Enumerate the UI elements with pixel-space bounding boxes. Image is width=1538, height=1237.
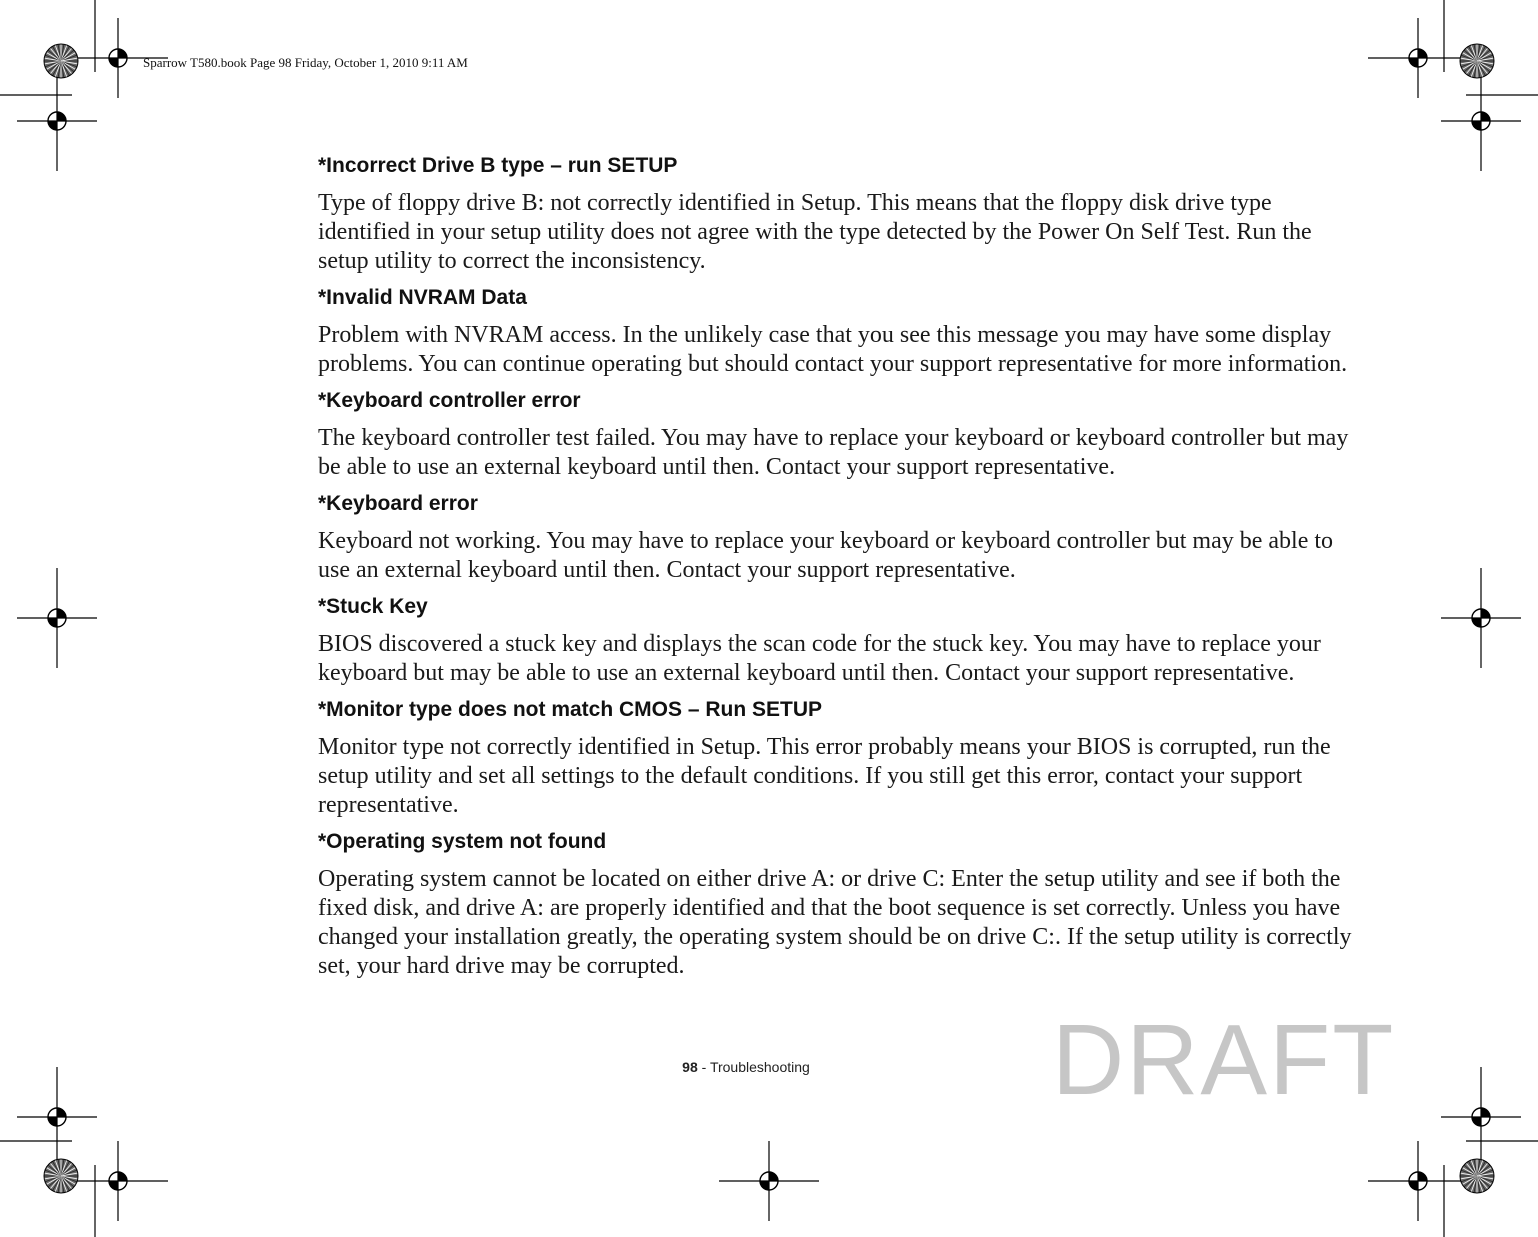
entry-body: Problem with NVRAM access. In the unlikely case that you see this message you may have some display problems. You can continue operating but should contact your support representative for more information. — [318, 322, 1348, 377]
color-bar-rosette-icon — [44, 44, 78, 78]
registration-mark-icon — [17, 1067, 97, 1167]
entry-body: Operating system cannot be located on either drive A: or drive C: Enter the setup utility and see if both the fixed disk, and drive A: are properly identified and that the boot sequence is set correctly. Unless you have changed your installation greatly, the operating system should be on drive C:. If the setup utility is correctly set, your hard drive may be corrupted. — [318, 866, 1352, 979]
entry-title: *Keyboard error — [318, 492, 478, 515]
entry-body: BIOS discovered a stuck key and displays the scan code for the stuck key. You may have to replace your keyboard but may be able to use an external keyboard until then. Contact your support representative. — [318, 631, 1321, 686]
page-number: 98 — [682, 1059, 698, 1075]
entry-keyboard-error — [318, 490, 1368, 585]
entry-monitor-type-mismatch — [318, 696, 1368, 820]
registration-mark-icon — [1441, 1067, 1521, 1167]
registration-mark-icon — [1441, 71, 1521, 171]
entry-keyboard-controller-error — [318, 387, 1368, 482]
registration-mark-icon — [1441, 568, 1521, 668]
color-bar-rosette-icon — [44, 1159, 78, 1193]
registration-mark-icon — [719, 1141, 819, 1221]
entry-title: *Keyboard controller error — [318, 389, 581, 412]
color-bar-rosette-icon — [1460, 1159, 1494, 1193]
entry-title: *Monitor type does not match CMOS – Run SETUP — [318, 698, 823, 721]
color-bar-rosette-icon — [1460, 44, 1494, 78]
entry-body: Monitor type not correctly identified in Setup. This error probably means your BIOS is corrupted, run the setup utility and set all settings to the default conditions. If you still get this error, contact your support representative. — [318, 734, 1331, 818]
entry-title: *Invalid NVRAM Data — [318, 286, 527, 309]
entry-operating-system-not-found — [318, 828, 1368, 981]
footer-separator: - — [697, 1059, 710, 1075]
entry-invalid-nvram — [318, 284, 1368, 379]
draft-watermark: DRAFT — [1052, 1004, 1396, 1116]
registration-mark-icon — [68, 1141, 168, 1221]
entry-title: *Operating system not found — [318, 830, 607, 853]
registration-mark-icon — [17, 568, 97, 668]
entry-body: Keyboard not working. You may have to replace your keyboard or keyboard controller but may be able to use an external keyboard until then. Contact your support representative. — [318, 528, 1334, 583]
registration-mark-icon — [1368, 1141, 1468, 1221]
entry-incorrect-drive-b — [318, 152, 1368, 276]
entry-stuck-key — [318, 593, 1368, 688]
footer-section: Troubleshooting — [709, 1059, 810, 1075]
entry-title: *Stuck Key — [318, 595, 428, 618]
registration-mark-icon — [1368, 18, 1468, 98]
entry-body: Type of floppy drive B: not correctly identified in Setup. This means that the floppy disk drive type identified in your setup utility does not agree with the type detected by the Power On Self Test. Run the setup utility to correct the inconsistency. — [318, 190, 1312, 274]
entry-title: *Incorrect Drive B type – run SETUP — [318, 154, 678, 177]
registration-mark-icon — [17, 71, 97, 171]
entry-body: The keyboard controller test failed. You may have to replace your keyboard or keyboard controller but may be able to use an external keyboard until then. Contact your support representative. — [318, 425, 1349, 480]
book-page-slug: Sparrow T580.book Page 98 Friday, October 1, 2010 9:11 AM — [143, 55, 468, 70]
error-message-list — [318, 152, 1368, 989]
